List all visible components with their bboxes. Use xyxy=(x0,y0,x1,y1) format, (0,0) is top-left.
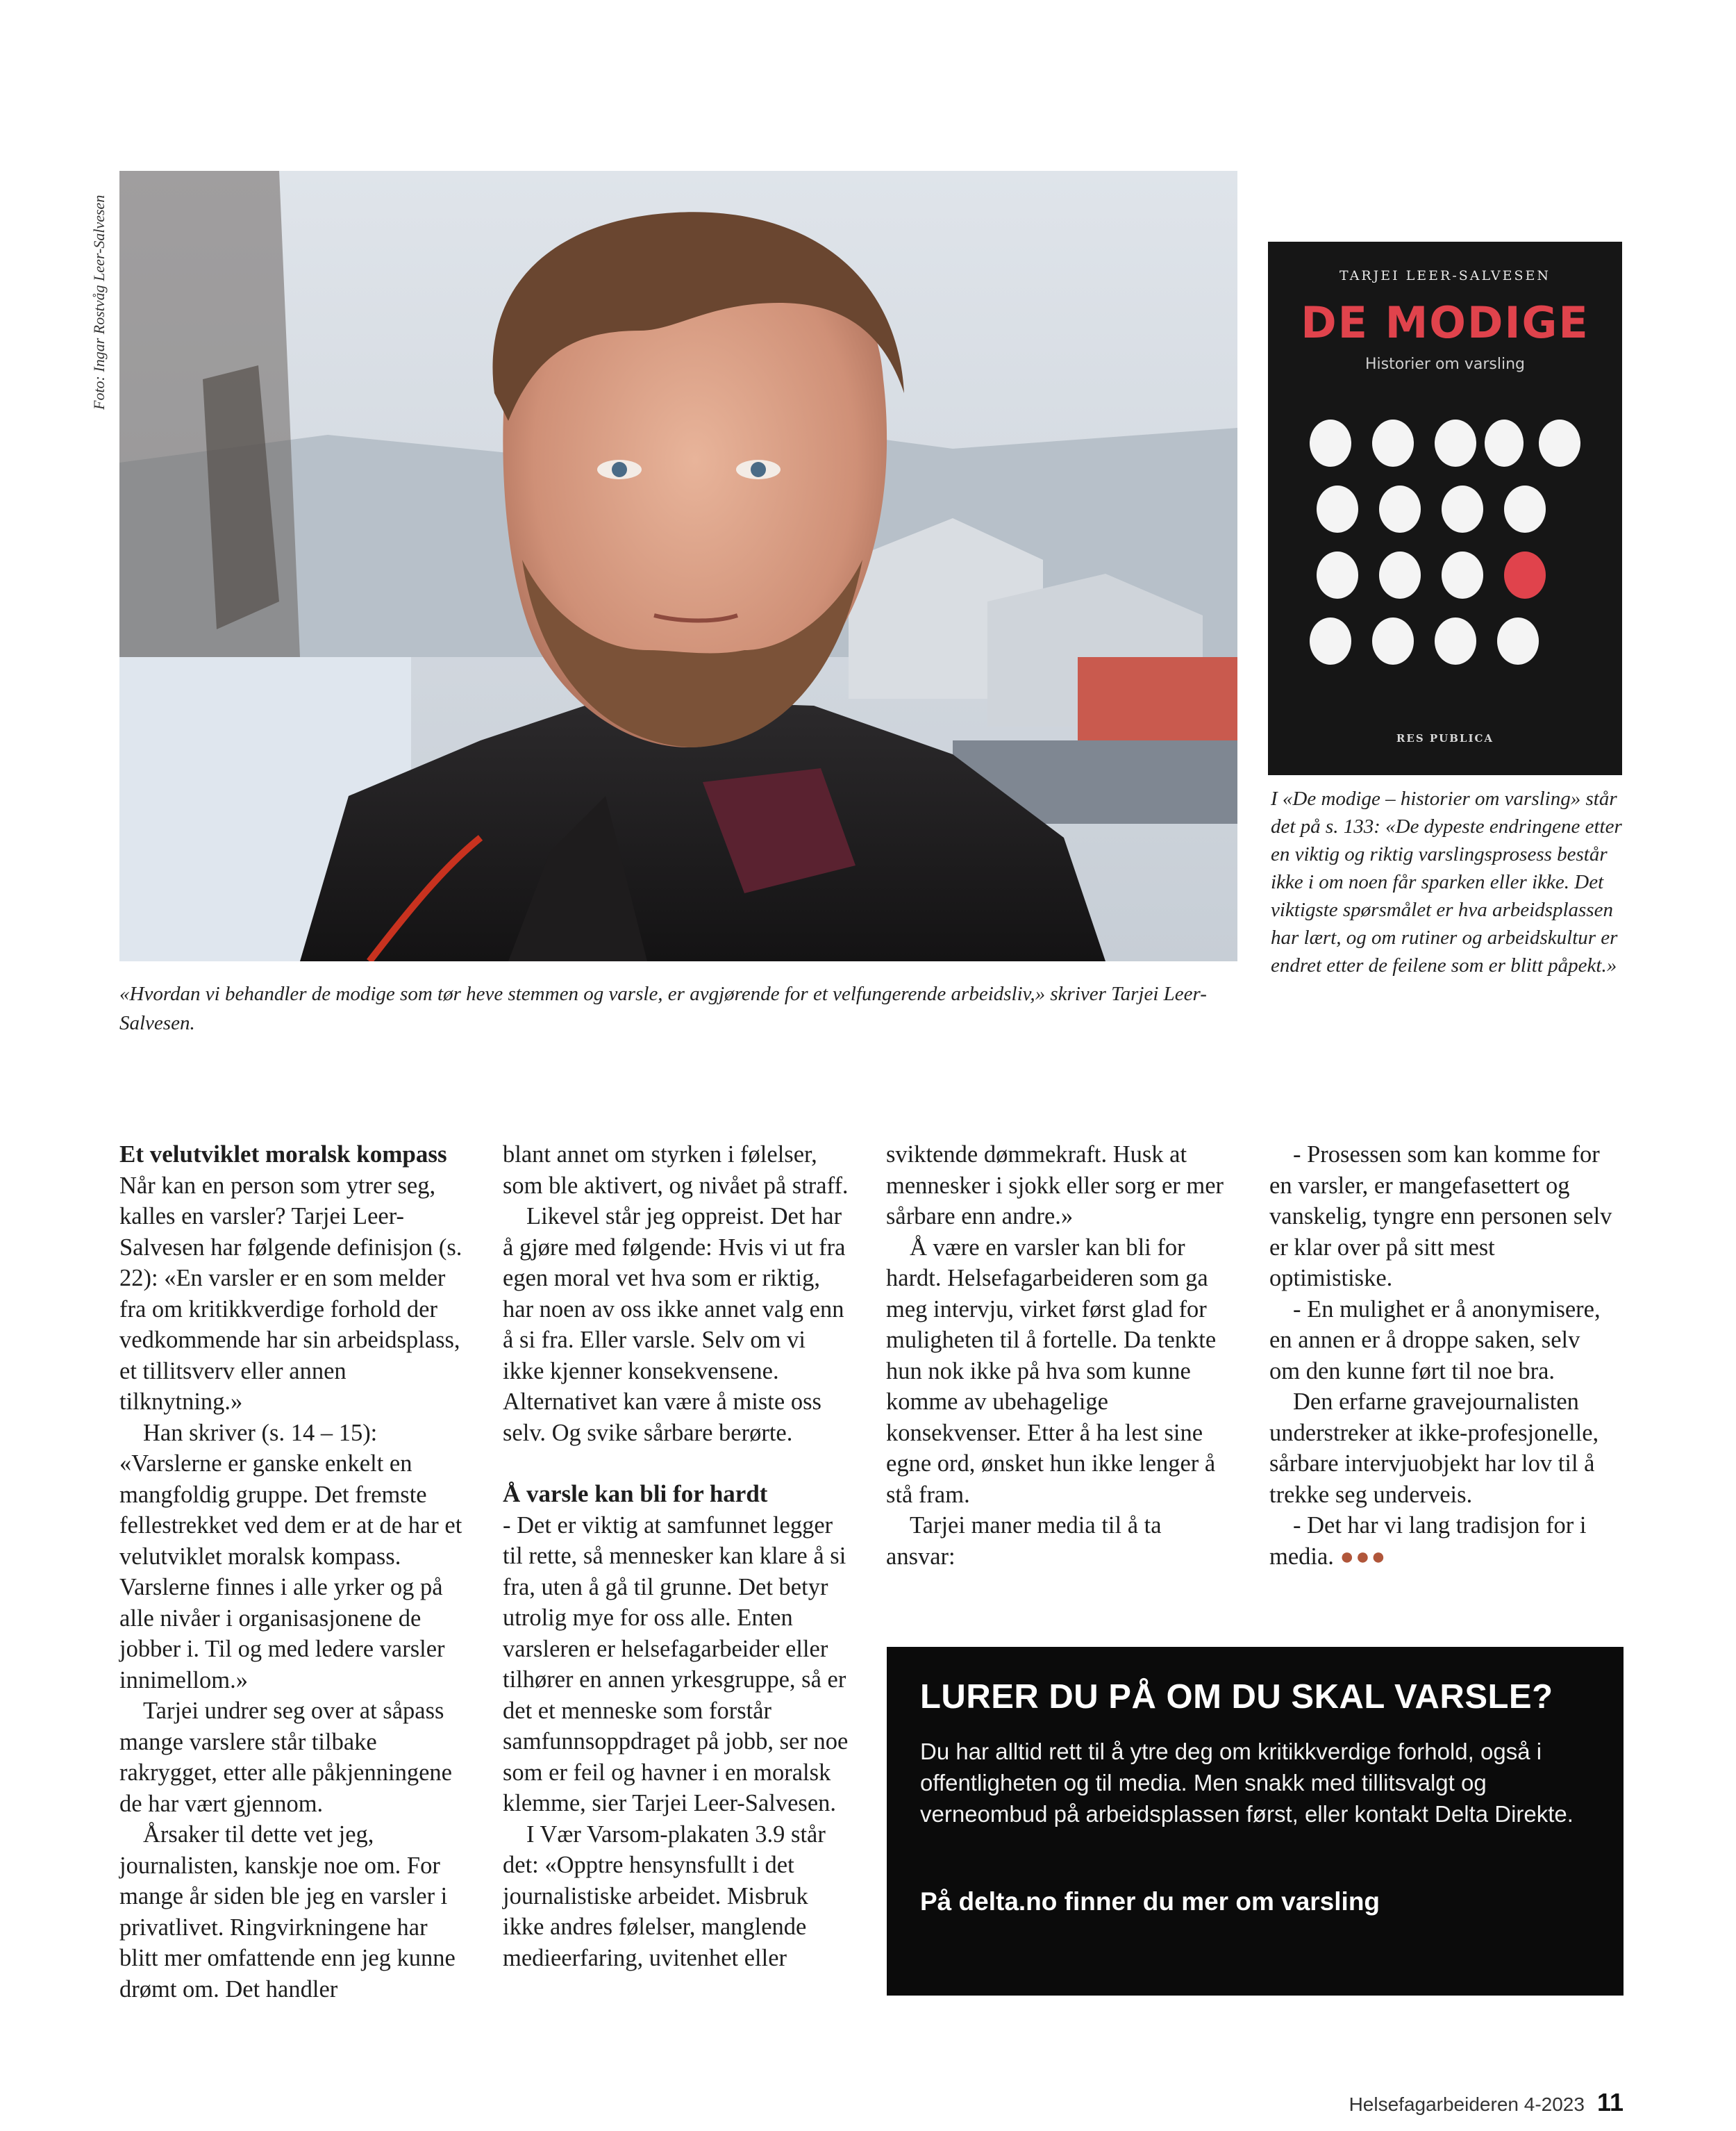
paragraph: - Prosessen som kan komme for en varsler, er mangefasettert og vanskelig, tyngre enn personen selv er klar over på sitt mest optimistiske. xyxy=(1269,1141,1612,1291)
paragraph-last xyxy=(1269,1510,1617,1573)
paragraph: I Vær Varsom-plakaten 3.9 står det: «Opptre hensynsfullt i det journalistiske arbeidet. Misbruk ikke andres følelser, manglende medieerfaring, uvitenhet eller xyxy=(503,1821,826,1971)
silhouette-heads-graphic xyxy=(1296,405,1594,683)
article-column-3 xyxy=(886,1139,1233,1572)
info-box-link[interactable]: På delta.no finner du mer om varsling xyxy=(920,1887,1380,1916)
photo-credit: Foto: Ingar Rostvåg Leer-Salvesen xyxy=(90,194,108,410)
paragraph: Tarjei maner media til å ta ansvar: xyxy=(886,1512,1162,1570)
book-cover xyxy=(1268,242,1622,775)
paragraph: Årsaker til dette vet jeg, journalisten, kanskje noe om. For mange år siden ble jeg en varsler i privatlivet. Ringvirkningene har blitt mer omfattende enn jeg kunne drømt om. Det handler xyxy=(119,1821,456,2003)
page-footer xyxy=(1349,2088,1624,2117)
book-author: TARJEI LEER-SALVESEN xyxy=(1339,268,1551,283)
end-mark-icon: ●●● xyxy=(1339,1543,1387,1570)
article-column-1 xyxy=(119,1139,467,2005)
paragraph: blant annet om styrken i følelser, som ble aktivert, og nivået på straff. xyxy=(503,1141,849,1199)
section-heading: Et velutviklet moralsk kompass xyxy=(119,1141,447,1168)
paragraph: Når kan en person som ytrer seg, kalles en varsler? Tarjei Leer-Salvesen har følgende definisjon (s. 22): «En varsler er en som melder fra om kritikkverdige forhold der vedkommende har sin arbeidsplass, et tillitsverv eller annen tilknytning.» xyxy=(119,1172,462,1415)
paragraph: Å være en varsler kan bli for hardt. Helsefagarbeideren som ga meg intervju, virket først glad for muligheten til å fortelle. Da tenkte hun nok ikke på hva som kunne komme av ubehagelige konsekvenser. Etter å ha lest sine egne ord, ønsket hun ikke lenger å stå fram. xyxy=(886,1234,1217,1508)
book-publisher: RES PUBLICA xyxy=(1396,732,1494,745)
portrait-photo xyxy=(119,171,1237,961)
article-column-4 xyxy=(1269,1139,1617,1573)
paragraph: sviktende dømmekraft. Husk at mennesker i sjokk eller sorg er mer sårbare enn andre.» xyxy=(886,1141,1224,1229)
article-column-2 xyxy=(503,1139,850,1973)
book-caption: I «De modige – historier om varsling» står det på s. 133: «De dypeste endringene etter en viktig og riktig varslingsprosess består ikke i om noen får sparken eller ikke. Det viktigste spørsmålet er hva arbeidsplassen har lært, og om rutiner og arbeidskultur er endret etter de feilene som er blitt påpekt.» xyxy=(1271,788,1622,977)
paragraph: - En mulighet er å anonymisere, en annen er å droppe saken, selv om den kunne ført til noe bra. xyxy=(1269,1295,1601,1384)
paragraph-text: - Det har vi lang tradisjon for i media. xyxy=(1269,1512,1587,1570)
book-title: DE MODIGE xyxy=(1301,297,1589,348)
paragraph: Han skriver (s. 14 – 15): «Varslerne er ganske enkelt en mangfoldig gruppe. Det fremste fellestrekket ved dem er at de har et velutviklet moralsk kompass. Varslerne finnes i alle yrker og på alle nivåer i organisasjonene de jobber i. Til og med ledere varsler innimellom.» xyxy=(119,1419,462,1693)
info-box-text: Du har alltid rett til å ytre deg om kritikkverdige forhold, også i offentligheten og til media. Men snakk med tillitsvalgt og verneombud på arbeidsplassen først, eller kontakt Delta Direkte. xyxy=(920,1739,1574,1827)
info-box-title: LURER DU PÅ OM DU SKAL VARSLE? xyxy=(920,1678,1553,1716)
publication-name: Helsefagarbeideren 4-2023 xyxy=(1349,2093,1585,2115)
photo-caption: «Hvordan vi behandler de modige som tør heve stemmen og varsle, er avgjørende for et velfungerende arbeidsliv,» skriver Tarjei Leer-Salvesen. xyxy=(119,983,1207,1034)
book-subtitle: Historier om varsling xyxy=(1365,356,1525,373)
paragraph: - Det er viktig at samfunnet legger til rette, så mennesker kan klare å si fra, uten å gå til grunne. Det betyr utrolig mye for oss alle. Enten varsleren er helsefagarbeider eller tilhører en annen yrkesgruppe, så er det et menneske som forstår samfunnsoppdraget på jobb, ser noe som er feil og havner i en moralsk klemme, sier Tarjei Leer-Salvesen. xyxy=(503,1511,849,1816)
page-number: 11 xyxy=(1596,2088,1624,2116)
paragraph: Den erfarne gravejournalisten understreker at ikke-profesjonelle, sårbare intervjuobjekt har lov til å trekke seg underveis. xyxy=(1269,1388,1599,1508)
paragraph: Likevel står jeg oppreist. Det har å gjøre med følgende: Hvis vi ut fra egen moral vet hva som er riktig, har noen av oss ikke annet valg enn å si fra. Eller varsle. Selv om vi ikke kjenner konsekvensene. Alternativet kan være å miste oss selv. Og svike sårbare berørte. xyxy=(503,1203,846,1446)
info-box xyxy=(887,1647,1624,1996)
paragraph: Tarjei undrer seg over at såpass mange varslere står tilbake rakrygget, etter alle påkjenningene de har vært gjennom. xyxy=(119,1698,452,1817)
section-heading: Å varsle kan bli for hardt xyxy=(503,1480,768,1507)
